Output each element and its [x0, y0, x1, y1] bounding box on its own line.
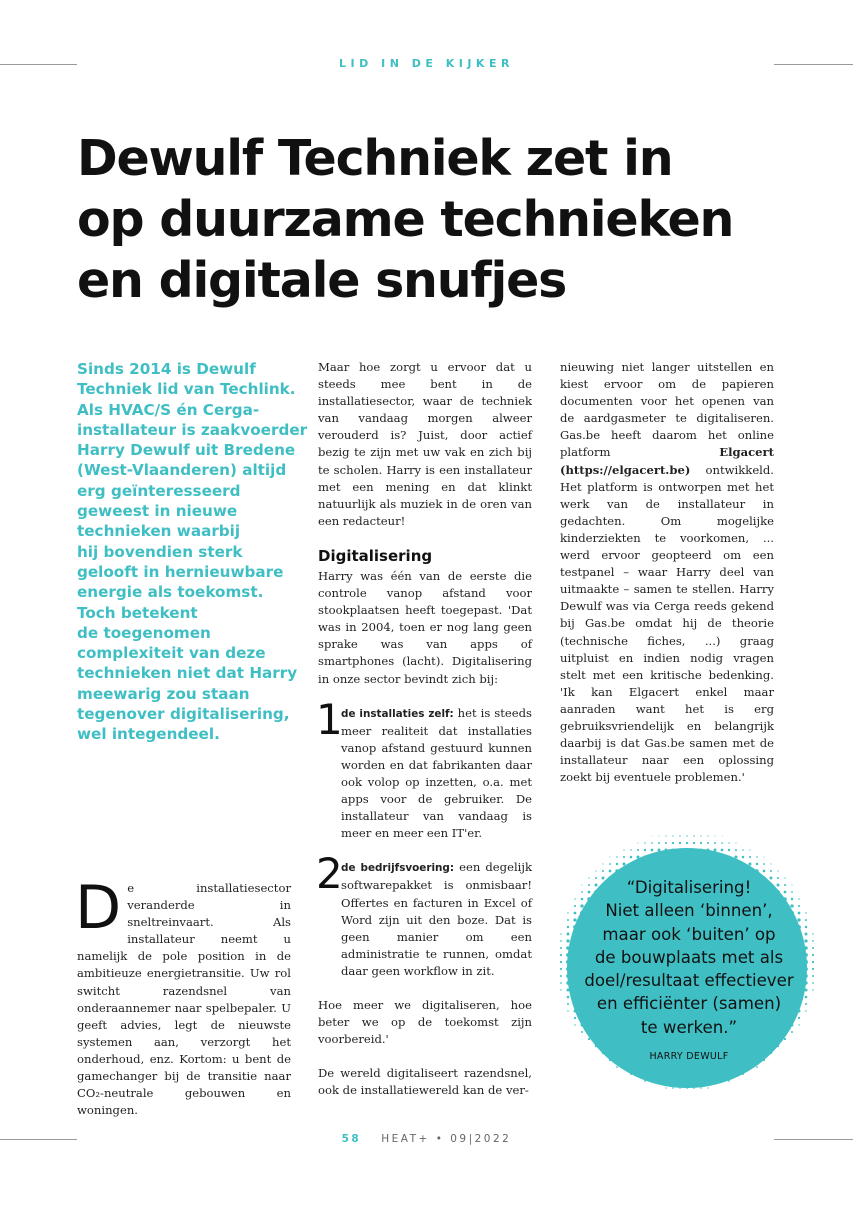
quote-line: maar ook ‘buiten’ op	[602, 924, 776, 944]
intro-line: installateur is zaakvoerder	[77, 420, 308, 439]
halftone-dot	[707, 1087, 708, 1088]
title-line: op duurzame technieken	[77, 191, 734, 248]
column-2	[318, 359, 532, 1116]
halftone-dot	[693, 835, 694, 836]
halftone-dot	[777, 1045, 779, 1047]
halftone-dot	[560, 940, 562, 942]
halftone-dot	[812, 968, 814, 970]
intro-line: (West-Vlaanderen) altijd	[77, 461, 287, 480]
halftone-dot	[691, 1071, 696, 1076]
halftone-dot	[665, 835, 666, 836]
halftone-dot	[672, 1087, 674, 1089]
elgacert-link-text: Elgacert (https://elgacert.be)	[560, 445, 774, 477]
col3-text-after: ontwikkeld. Het platform is ontworpen met het werk van de installateur in gedachten. Om mogelijke kinderziekten te voorkomen, ... werd ervoor geopteerd om een testpanel – waar Harry deel van uitmaakte – samen te stellen. Harry Dewulf was via Cerga reeds gekend bij Gas.be omdat hij de theorie (technische fiches, ...) graag uitpluist en indien nodig vragen stelt met een kritische bedenking. 'Ik kan Elgacert enkel maar aanraden want het is erg gebruiksvriendelijk en belangrijk daarbij is dat Gas.be samen met de installateur naar een oplossing zoekt bij eventuele problemen.'	[560, 462, 774, 785]
halftone-dot	[705, 1064, 710, 1069]
page-footer	[0, 1133, 853, 1145]
halftone-dot	[735, 1073, 738, 1076]
halftone-dot	[615, 869, 618, 872]
halftone-dot	[719, 1064, 724, 1069]
halftone-dot	[685, 1079, 688, 1082]
halftone-dot	[735, 849, 737, 851]
halftone-dot	[602, 870, 604, 872]
halftone-dot	[812, 989, 813, 990]
quote-line: en efficiënter (samen)	[596, 994, 782, 1014]
halftone-dot	[714, 849, 717, 852]
intro-line: Techniek lid van Techlink.	[77, 380, 296, 399]
halftone-dot	[651, 842, 653, 844]
halftone-dot	[650, 1072, 654, 1076]
item-lead: de bedrijfsvoering:	[341, 862, 455, 875]
halftone-dot	[812, 982, 814, 984]
halftone-dot	[707, 835, 708, 836]
halftone-dot	[742, 1073, 744, 1075]
halftone-dot	[749, 849, 750, 850]
quote-line: Niet alleen ‘binnen’,	[605, 901, 773, 921]
halftone-dot	[734, 1065, 738, 1069]
halftone-dot	[614, 1043, 619, 1048]
halftone-dot	[679, 849, 682, 852]
halftone-dot	[636, 855, 639, 858]
halftone-dot	[748, 869, 751, 872]
item-lead: de installaties zelf:	[341, 707, 454, 720]
intro-line: geweest in nieuwe	[77, 502, 238, 521]
halftone-dot	[658, 842, 660, 844]
halftone-dot	[560, 975, 562, 977]
col3-paragraph	[560, 359, 774, 786]
halftone-dot	[742, 849, 744, 851]
halftone-dot	[644, 849, 646, 851]
halftone-dot	[764, 857, 765, 858]
halftone-dot	[623, 856, 625, 858]
halftone-dot	[602, 863, 603, 864]
halftone-dot	[672, 835, 673, 836]
halftone-dot	[609, 870, 612, 873]
col3-text-before: nieuwing niet langer uitstellen en kiest ervoor om de papieren documenten voor het openen van de aardgasmeter te digitaliseren. Gas.be heeft daarom het online platform	[560, 360, 774, 460]
halftone-dot	[713, 1072, 717, 1076]
halftone-dot	[749, 856, 751, 858]
halftone-dot	[735, 842, 736, 843]
halftone-dot	[707, 1080, 710, 1083]
halftone-dot	[763, 863, 765, 865]
halftone-dot	[637, 842, 638, 843]
pull-quote	[566, 876, 812, 1039]
column-1	[75, 873, 291, 1119]
halftone-dot	[616, 1066, 618, 1068]
halftone-dot	[686, 1087, 688, 1089]
halftone-dot	[756, 856, 758, 858]
halftone-dot	[693, 849, 696, 852]
dropcap: D	[75, 873, 122, 943]
halftone-dot	[707, 849, 710, 852]
halftone-dot	[812, 940, 814, 942]
halftone-dot	[812, 933, 813, 934]
halftone-dot	[677, 1071, 682, 1076]
halftone-dot	[693, 1087, 695, 1089]
halftone-dot	[560, 933, 561, 934]
title-line: Dewulf Techniek zet in	[77, 130, 673, 187]
halftone-dot	[608, 1044, 613, 1049]
item-text: een degelijk softwarepakket is onmisbaar! Offertes en facturen in Excel of Word zijn uit den boze. Dat is geen manier om een administratie te runnen, omdat daar geen workflow in zit.	[341, 860, 532, 978]
halftone-dot	[699, 1072, 704, 1077]
halftone-dot	[560, 961, 562, 963]
halftone-dot	[643, 855, 646, 858]
halftone-dot	[672, 842, 674, 844]
halftone-dot	[657, 1072, 661, 1076]
halftone-dot	[684, 1071, 689, 1076]
halftone-dot	[727, 1065, 732, 1070]
halftone-dot	[601, 1044, 605, 1048]
halftone-dot	[651, 849, 654, 852]
halftone-dot	[700, 842, 702, 844]
halftone-dot	[636, 1065, 640, 1069]
halftone-dot	[622, 869, 625, 872]
intro-line: energie als toekomst.	[77, 583, 264, 602]
halftone-dot	[686, 849, 689, 852]
halftone-dot	[721, 849, 724, 852]
intro-line: technieken niet dat Harry	[77, 664, 298, 683]
halftone-dot	[686, 842, 688, 844]
halftone-dot	[748, 862, 751, 865]
halftone-dot	[643, 1072, 646, 1075]
intro-lead	[77, 359, 308, 745]
halftone-dot	[812, 961, 814, 963]
halftone-dot	[812, 947, 814, 949]
intro-line: meewarig zou staan	[77, 684, 250, 703]
halftone-dot	[727, 1072, 730, 1075]
halftone-dot	[616, 856, 618, 858]
halftone-dot	[651, 1080, 653, 1082]
intro-line: hij bovendien sterk	[77, 542, 243, 561]
halftone-dot	[665, 1080, 668, 1083]
column-3	[560, 359, 774, 803]
halftone-dot	[622, 862, 625, 865]
article-title	[77, 128, 797, 311]
intro-line: Als HVAC/S én Cerga-	[77, 400, 260, 419]
quote-line: de bouwplaats met als	[594, 947, 784, 967]
intro-line: technieken waarbij	[77, 522, 241, 541]
halftone-dot	[672, 849, 675, 852]
halftone-dot	[769, 1044, 773, 1048]
halftone-dot	[700, 849, 703, 852]
halftone-dot	[707, 842, 709, 844]
halftone-dot	[658, 835, 659, 836]
halftone-dot	[777, 870, 778, 871]
halftone-dot	[700, 835, 701, 836]
item-number: 1	[316, 694, 343, 744]
halftone-dot	[652, 836, 653, 837]
intro-line: erg geïnteresseerd	[77, 481, 241, 500]
halftone-dot	[629, 862, 632, 865]
halftone-dot	[671, 1072, 676, 1077]
halftone-dot	[649, 1064, 654, 1069]
item-number: 2	[316, 849, 343, 899]
halftone-dot	[720, 1072, 724, 1076]
halftone-dot	[637, 849, 639, 851]
halftone-dot	[734, 855, 737, 858]
quote-line: “Digitalisering!	[626, 878, 752, 897]
halftone-dot	[658, 1080, 661, 1083]
halftone-dot	[658, 849, 661, 852]
subheading-digitalisering: Digitalisering	[318, 546, 433, 565]
intro-line: Harry Dewulf uit Bredene	[77, 441, 296, 460]
halftone-dot	[728, 1080, 730, 1082]
col2-paragraph-3: Hoe meer we digitaliseren, hoe beter we op de toekomst zijn voorbereid.'	[318, 998, 532, 1047]
halftone-dot	[560, 982, 562, 984]
numbered-item-1	[316, 694, 532, 843]
halftone-dot	[663, 1064, 668, 1069]
halftone-dot	[699, 1079, 702, 1082]
halftone-dot	[749, 1066, 752, 1069]
halftone-dot	[763, 870, 766, 873]
halftone-dot	[560, 954, 562, 956]
halftone-dot	[812, 975, 814, 977]
quote-line: te werken.”	[640, 1017, 738, 1037]
halftone-dot	[630, 856, 633, 859]
halftone-dot	[756, 1066, 758, 1068]
numbered-item-2	[316, 849, 532, 980]
halftone-dot	[700, 1087, 702, 1089]
halftone-dot	[637, 1073, 640, 1076]
halftone-dot	[770, 863, 771, 864]
halftone-dot	[665, 842, 667, 844]
halftone-dot	[610, 857, 611, 858]
halftone-dot	[755, 869, 758, 872]
intro-line: Toch betekent	[77, 603, 198, 622]
halftone-dot	[812, 954, 814, 956]
halftone-dot	[560, 947, 562, 949]
halftone-dot	[644, 1080, 646, 1082]
magazine-issue: HEAT+ • 09|2022	[381, 1133, 512, 1145]
halftone-dot	[721, 842, 723, 844]
col2-paragraph-2: Harry was één van de eerste die controle vanop afstand voor stookplaatsen heeft toegepast. 'Dat was in 2004, toen er nog lang geen sprake was van apps of smartphones (lacht). Digitalisering in onze sector bevindt zich bij:	[318, 568, 532, 686]
col1-paragraph: e installatiesector veranderde in sneltreinvaart. Als installateur neemt u namelijk de pole position in de ambitieuze energietransitie. Uw rol switcht razendsnel van onderaannemer naar spelbepaler. U geeft advies, legt de nieuwste systemen aan, verzorgt het onderhoud, enz. Kortom: u bent de gamechanger bij de transitie naar CO₂-neutrale gebouwen en woningen.	[77, 881, 291, 1118]
halftone-dot	[679, 842, 681, 844]
halftone-dot	[629, 1065, 632, 1068]
halftone-dot	[560, 989, 561, 990]
halftone-dot	[686, 835, 687, 836]
quote-author: HARRY DEWULF	[649, 1051, 729, 1062]
halftone-dot	[623, 1066, 626, 1069]
halftone-dot	[741, 862, 744, 865]
halftone-dot	[714, 835, 715, 836]
halftone-dot	[693, 842, 695, 844]
col2-paragraph-1: Maar hoe zorgt u ervoor dat u steeds mee bent in de installatiesector, waar de techniek van vandaag morgen alweer verouderd is? Juist, door actief bezig te zijn met uw vak en zich bij te scholen. Harry is een installateur met een mening en dat klinkt natuurlijk als muziek in de oren van een redacteur!	[318, 360, 532, 528]
halftone-dot	[714, 842, 716, 844]
halftone-dot	[644, 842, 645, 843]
intro-line: de toegenomen	[77, 623, 211, 642]
halftone-dot	[692, 1079, 695, 1082]
halftone-dot	[754, 1043, 759, 1048]
intro-line: Sinds 2014 is Dewulf	[77, 360, 256, 378]
halftone-dot	[728, 849, 730, 851]
quote-line: doel/resultaat effectiever	[584, 971, 794, 991]
halftone-dot	[609, 863, 611, 865]
halftone-dot	[720, 855, 723, 858]
halftone-dot	[727, 855, 730, 858]
halftone-dot	[630, 1073, 632, 1075]
intro-line: wel integendeel.	[77, 725, 220, 744]
halftone-dot	[706, 1072, 711, 1077]
halftone-dot	[678, 1079, 681, 1082]
halftone-dot	[742, 856, 745, 859]
halftone-dot	[623, 849, 624, 850]
halftone-dot	[679, 835, 680, 836]
halftone-dot	[595, 1045, 597, 1047]
halftone-dot	[721, 1080, 723, 1082]
halftone-dot	[756, 863, 758, 865]
halftone-dot	[741, 1065, 744, 1068]
halftone-dot	[671, 1079, 674, 1082]
halftone-dot	[664, 1072, 669, 1077]
halftone-dot	[712, 1064, 717, 1069]
halftone-dot	[722, 836, 723, 837]
section-label: LID IN DE KIJKER	[339, 57, 514, 70]
halftone-dot	[643, 1065, 648, 1070]
page-number: 58	[341, 1133, 362, 1145]
halftone-dot	[762, 1044, 767, 1049]
halftone-dot	[616, 863, 618, 865]
halftone-dot	[665, 1087, 666, 1088]
halftone-dot	[560, 968, 562, 970]
halftone-dot	[665, 849, 668, 852]
col2-paragraph-4: De wereld digitaliseert razendsnel, ook de installatiewereld kan de ver-	[318, 1066, 532, 1098]
item-text: het is steeds meer realiteit dat installaties vanop afstand gestuurd kunnen worden en dat fabrikanten daar ook volop op inzetten, o.a. met apps voor de gebruiker. De installateur van vandaag is meer en meer een IT'er.	[341, 705, 532, 841]
halftone-dot	[630, 849, 632, 851]
intro-line: complexiteit van deze	[77, 644, 266, 663]
intro-line: gelooft in hernieuwbare	[77, 562, 284, 581]
halftone-dot	[679, 1087, 681, 1089]
halftone-dot	[728, 842, 729, 843]
title-line: en digitale snufjes	[77, 252, 567, 309]
halftone-dot	[770, 870, 772, 872]
halftone-dot	[714, 1080, 717, 1083]
halftone-dot	[656, 1064, 661, 1069]
intro-line: tegenover digitalisering,	[77, 705, 290, 724]
halftone-dot	[650, 855, 653, 858]
halftone-dot	[595, 870, 596, 871]
